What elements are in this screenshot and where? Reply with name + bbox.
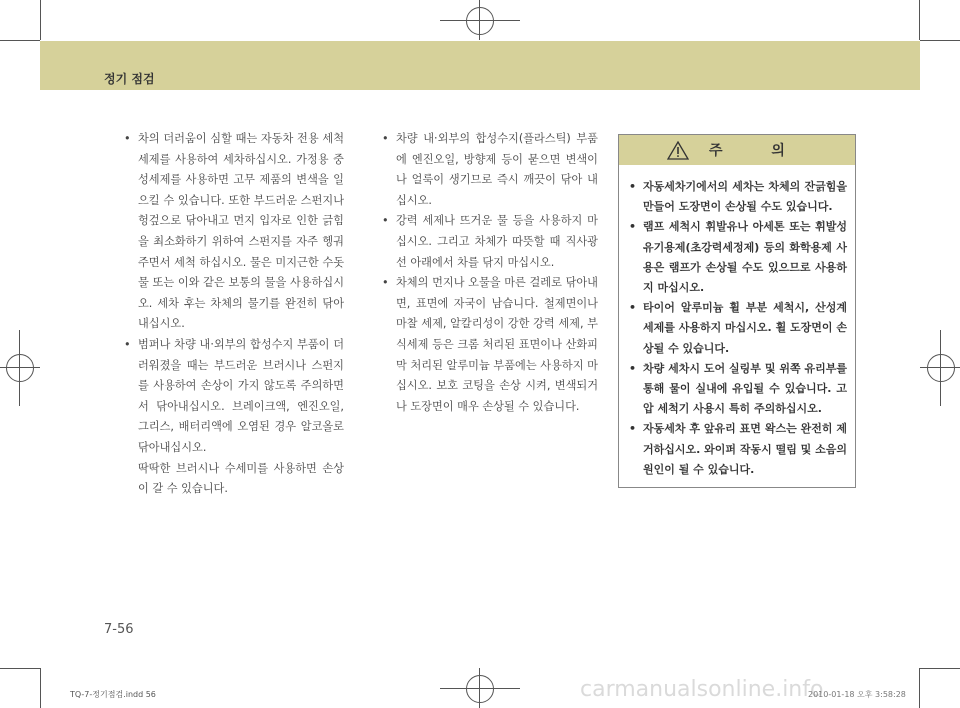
section-header-band	[40, 41, 920, 90]
crop-mark	[920, 668, 960, 669]
crop-mark	[919, 0, 920, 40]
list-item: • 차량 내·외부의 합성수지(플라스틱) 부품에 엔진오일, 방향제 등이 묻으면 변색이나 얼룩이 생기므로 즉시 깨끗이 닦아 내십시오.	[382, 129, 598, 211]
registration-mark-icon	[6, 354, 34, 382]
crop-mark	[40, 0, 41, 40]
note-text: 딱딱한 브러시나 수세미를 사용하면 손상이 갈 수 있습니다.	[138, 461, 344, 496]
crop-mark	[40, 668, 41, 708]
list-item: • 강력 세제나 뜨거운 물 등을 사용하지 마십시오. 그리고 차체가 따뜻할 때 직사광선 아래에서 차를 닦지 마십시오.	[382, 211, 598, 273]
caution-item: • 타이어 알루미늄 휠 부분 세척시, 산성계 세제를 사용하지 마십시오. 휠 도장면이 손상될 수 있습니다.	[629, 298, 847, 359]
page-number: 7-56	[104, 622, 134, 637]
caution-item: • 차량 세차시 도어 실링부 및 위쪽 유리부를 통해 물이 실내에 유입될 수 있습니다. 고압 세척기 사용시 특히 주의하십시오.	[629, 359, 847, 420]
caution-header	[619, 135, 855, 165]
registration-mark-icon	[466, 7, 494, 35]
caution-title: 주 의	[709, 143, 807, 159]
crop-mark	[920, 40, 960, 41]
section-title: 정기 점검	[104, 72, 155, 86]
crop-mark	[0, 668, 40, 669]
caution-item: • 램프 세척시 휘발유나 아세톤 또는 휘발성 유기용제(초강력세정제) 등의 화학용제 사용은 램프가 손상될 수도 있으므로 사용하지 마십시오.	[629, 217, 847, 298]
caution-item: • 자동세차기에서의 세차는 차체의 잔긁힘을 만들어 도장면이 손상될 수도 있습니다.	[629, 177, 847, 217]
footer-date-info: 2010-01-18 오후 3:58:28	[808, 690, 906, 699]
registration-mark-icon	[466, 675, 494, 703]
crop-mark	[0, 40, 40, 41]
registration-mark-icon	[927, 354, 955, 382]
footer-file-info: TQ-7-정기점검.indd 56	[70, 690, 156, 699]
list-item: • 범퍼나 차량 내·외부의 합성수지 부품이 더러워졌을 때는 부드러운 브러시나 스펀지를 사용하여 손상이 가지 않도록 주의하면서 닦아내십시오. 브레이크액, 엔진오일, 그리스, 배터리액에 오염된 경우 알코올로 닦아내십시오. 딱딱한 브러시나 수세미를 사용하면 손상이 갈 수 있습니다.	[124, 335, 344, 500]
warning-triangle-icon	[667, 141, 689, 160]
watermark: carmanualsonline.info	[580, 677, 824, 702]
list-item: • 차체의 먼지나 오물을 마른 걸레로 닦아내면, 표면에 자국이 남습니다. 철제면이나 마찰 세제, 알칼리성이 강한 강력 세제, 부식세제 등은 크롬 처리된 표면이나 산화피막 처리된 알루미늄 부품에는 사용하지 마십시오. 보호 코팅을 손상 시켜, 변색되거나 도장면이 매우 손상될 수 있습니다.	[382, 273, 598, 417]
list-item: • 차의 더러움이 심할 때는 자동차 전용 세척세제를 사용하여 세차하십시오. 가정용 중성세제를 사용하면 고무 제품의 변색을 일으킬 수 있습니다. 또한 부드러운 스펀지나 헝겊으로 닦아내고 먼지 입자로 인한 긁힘을 최소화하기 위하여 스펀지를 자주 헹궈주면서 세척 하십시오. 물은 미지근한 수돗물 또는 이와 같은 보통의 물을 사용하십시오. 세차 후는 차체의 물기를 완전히 닦아내십시오.	[124, 129, 344, 335]
middle-column	[382, 129, 598, 417]
caution-box	[618, 134, 856, 488]
crop-mark	[919, 668, 920, 708]
left-column	[124, 129, 344, 500]
caution-item: • 자동세차 후 앞유리 표면 왁스는 완전히 제거하십시오. 와이퍼 작동시 떨림 및 소음의 원인이 될 수 있습니다.	[629, 419, 847, 480]
